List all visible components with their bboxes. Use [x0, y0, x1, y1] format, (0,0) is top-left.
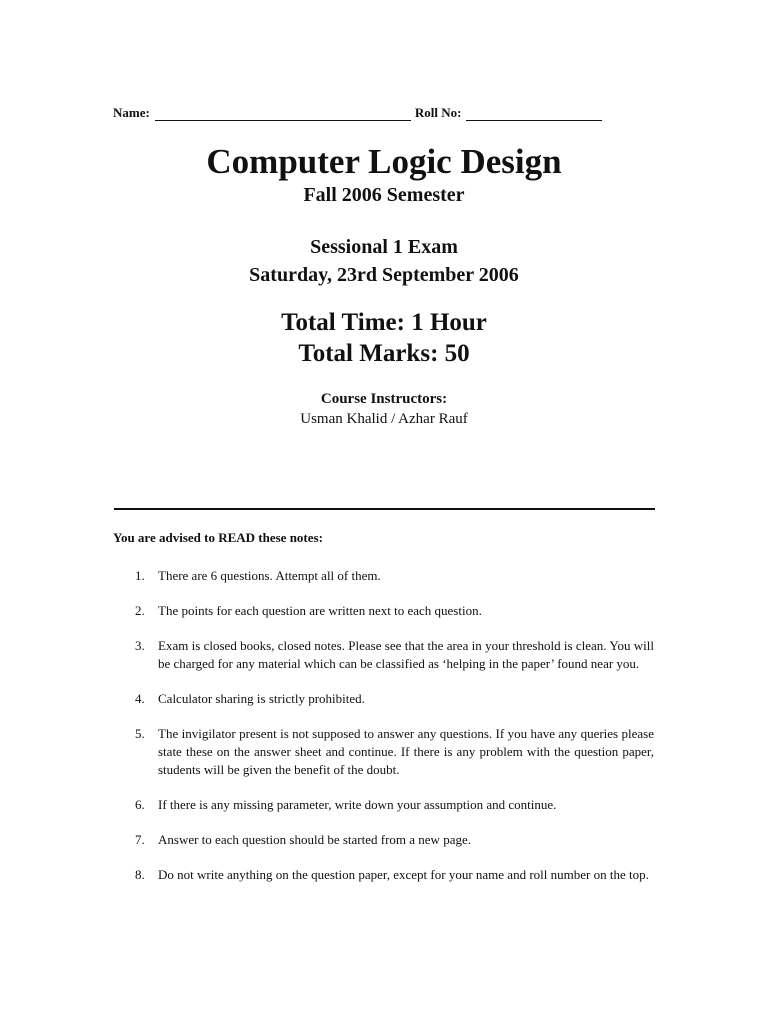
semester: Fall 2006 Semester: [303, 184, 465, 206]
note-item-8: [127, 866, 654, 884]
note-number: 4.: [135, 691, 145, 706]
note-text: There are 6 questions. Attempt all of them.: [158, 568, 381, 583]
exam-name: Sessional 1 Exam: [310, 236, 458, 258]
note-number: 1.: [135, 568, 145, 583]
note-item-7: [127, 831, 654, 849]
name-label: Name:: [113, 105, 150, 120]
note-number: 6.: [135, 797, 145, 812]
name-blank-line: [155, 106, 411, 121]
horizontal-divider: [114, 508, 655, 510]
note-item-2: [127, 602, 654, 620]
note-text: The invigilator present is not supposed to answer any questions. If you have any queries please state these on the answer sheet and continue. If there is any problem with the question paper, students will be given the benefit of the doubt.: [158, 726, 654, 777]
note-text: Calculator sharing is strictly prohibited.: [158, 691, 365, 706]
note-number: 2.: [135, 603, 145, 618]
instructors-label: Course Instructors:: [320, 391, 448, 407]
notes-heading: You are advised to READ these notes:: [113, 530, 323, 545]
note-item-3: [127, 637, 654, 673]
instructors-names: Usman Khalid / Azhar Rauf: [300, 411, 468, 427]
note-item-5: [127, 725, 654, 779]
note-number: 8.: [135, 867, 145, 882]
note-text: Exam is closed books, closed notes. Please see that the area in your threshold is clean. You will be charged for any material which can be classified as ‘helping in the paper’ found near you.: [158, 638, 654, 671]
total-marks: Total Marks: 50: [298, 340, 470, 367]
note-item-6: [127, 796, 654, 814]
roll-label: Roll No:: [414, 105, 462, 120]
note-text: Answer to each question should be started from a new page.: [158, 832, 471, 847]
note-item-4: [127, 690, 654, 708]
roll-blank-line: [466, 106, 602, 121]
note-number: 3.: [135, 638, 145, 653]
note-number: 5.: [135, 726, 145, 741]
note-text: If there is any missing parameter, write down your assumption and continue.: [158, 797, 557, 812]
note-text: The points for each question are written next to each question.: [158, 603, 482, 618]
exam-date: Saturday, 23rd September 2006: [249, 264, 519, 286]
course-title: Computer Logic Design: [206, 142, 562, 181]
note-item-1: [127, 567, 654, 585]
total-time: Total Time: 1 Hour: [281, 309, 487, 336]
notes-list: [127, 567, 654, 901]
note-text: Do not write anything on the question paper, except for your name and roll number on the top.: [158, 867, 649, 882]
note-number: 7.: [135, 832, 145, 847]
student-info-row: [113, 105, 653, 121]
